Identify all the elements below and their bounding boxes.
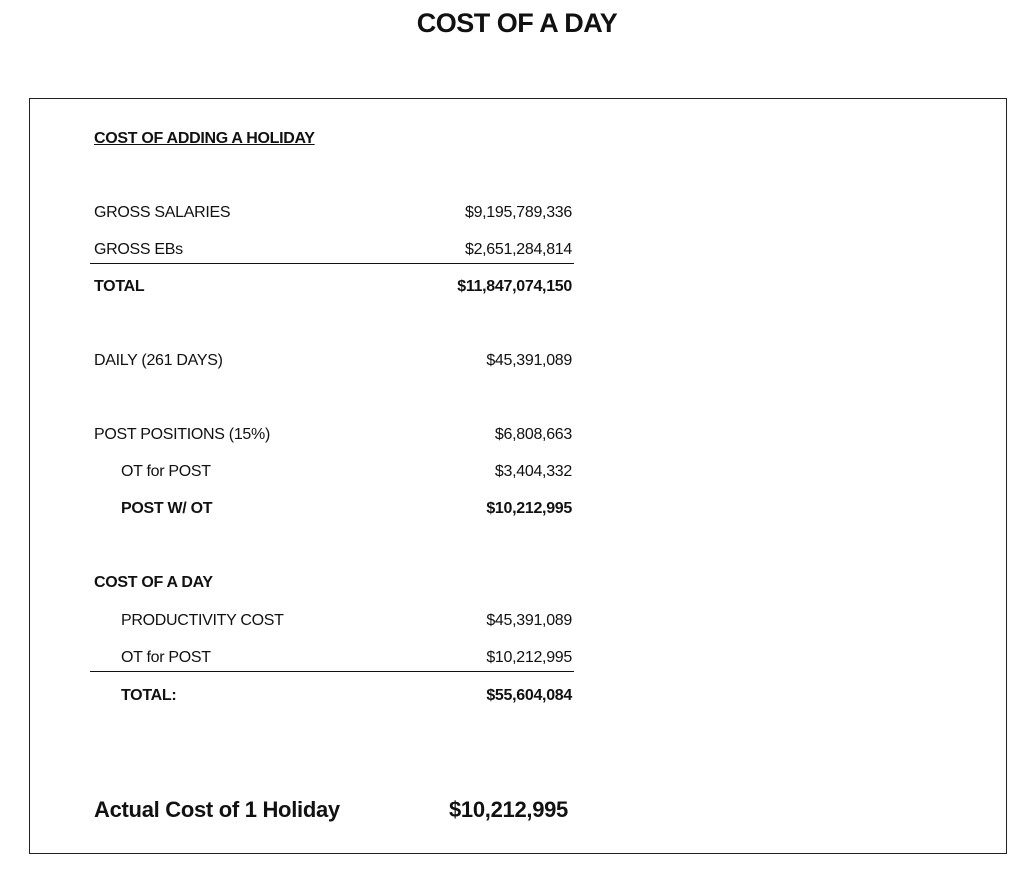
post-positions-amount: $6,808,663 <box>494 426 572 443</box>
cost-of-day-heading-row <box>94 574 572 598</box>
gross-ebs-row <box>94 241 572 265</box>
salaries-total-label: TOTAL <box>94 278 145 295</box>
day-ot-for-post-label: OT for POST <box>121 649 211 666</box>
gross-ebs-label: GROSS EBs <box>94 241 183 258</box>
day-total-label: TOTAL: <box>121 687 177 704</box>
ot-for-post-amount: $3,404,332 <box>494 463 572 480</box>
day-total-amount: $55,604,084 <box>486 687 572 704</box>
gross-ebs-amount: $2,651,284,814 <box>464 241 572 258</box>
day-ot-for-post-amount: $10,212,995 <box>486 649 572 666</box>
daily-label: DAILY (261 DAYS) <box>94 352 223 369</box>
cost-of-day-heading: COST OF A DAY <box>94 574 213 591</box>
actual-cost-amount: $10,212,995 <box>448 797 568 822</box>
day-total-rule <box>90 671 574 672</box>
salaries-total-amount: $11,847,074,150 <box>457 278 572 295</box>
gross-salaries-label: GROSS SALARIES <box>94 204 231 221</box>
post-with-ot-amount: $10,212,995 <box>486 500 572 517</box>
day-total-row <box>94 687 572 711</box>
post-positions-row <box>94 426 572 450</box>
ot-for-post-row <box>94 463 572 487</box>
daily-row <box>94 352 572 376</box>
productivity-cost-label: PRODUCTIVITY COST <box>121 612 284 629</box>
productivity-cost-amount: $45,391,089 <box>486 612 572 629</box>
post-with-ot-label: POST W/ OT <box>121 500 213 517</box>
day-ot-for-post-row <box>94 649 572 673</box>
salaries-total-rule <box>90 263 574 264</box>
section-heading: COST OF ADDING A HOLIDAY <box>94 130 315 147</box>
productivity-cost-row <box>94 612 572 636</box>
page-title: COST OF A DAY <box>416 8 618 38</box>
gross-salaries-amount: $9,195,789,336 <box>464 204 572 221</box>
post-positions-label: POST POSITIONS (15%) <box>94 426 270 443</box>
salaries-total-row <box>94 278 572 302</box>
post-with-ot-row <box>94 500 572 524</box>
gross-salaries-row <box>94 204 572 228</box>
actual-cost-label: Actual Cost of 1 Holiday <box>94 797 340 822</box>
daily-amount: $45,391,089 <box>486 352 572 369</box>
ot-for-post-label: OT for POST <box>121 463 211 480</box>
